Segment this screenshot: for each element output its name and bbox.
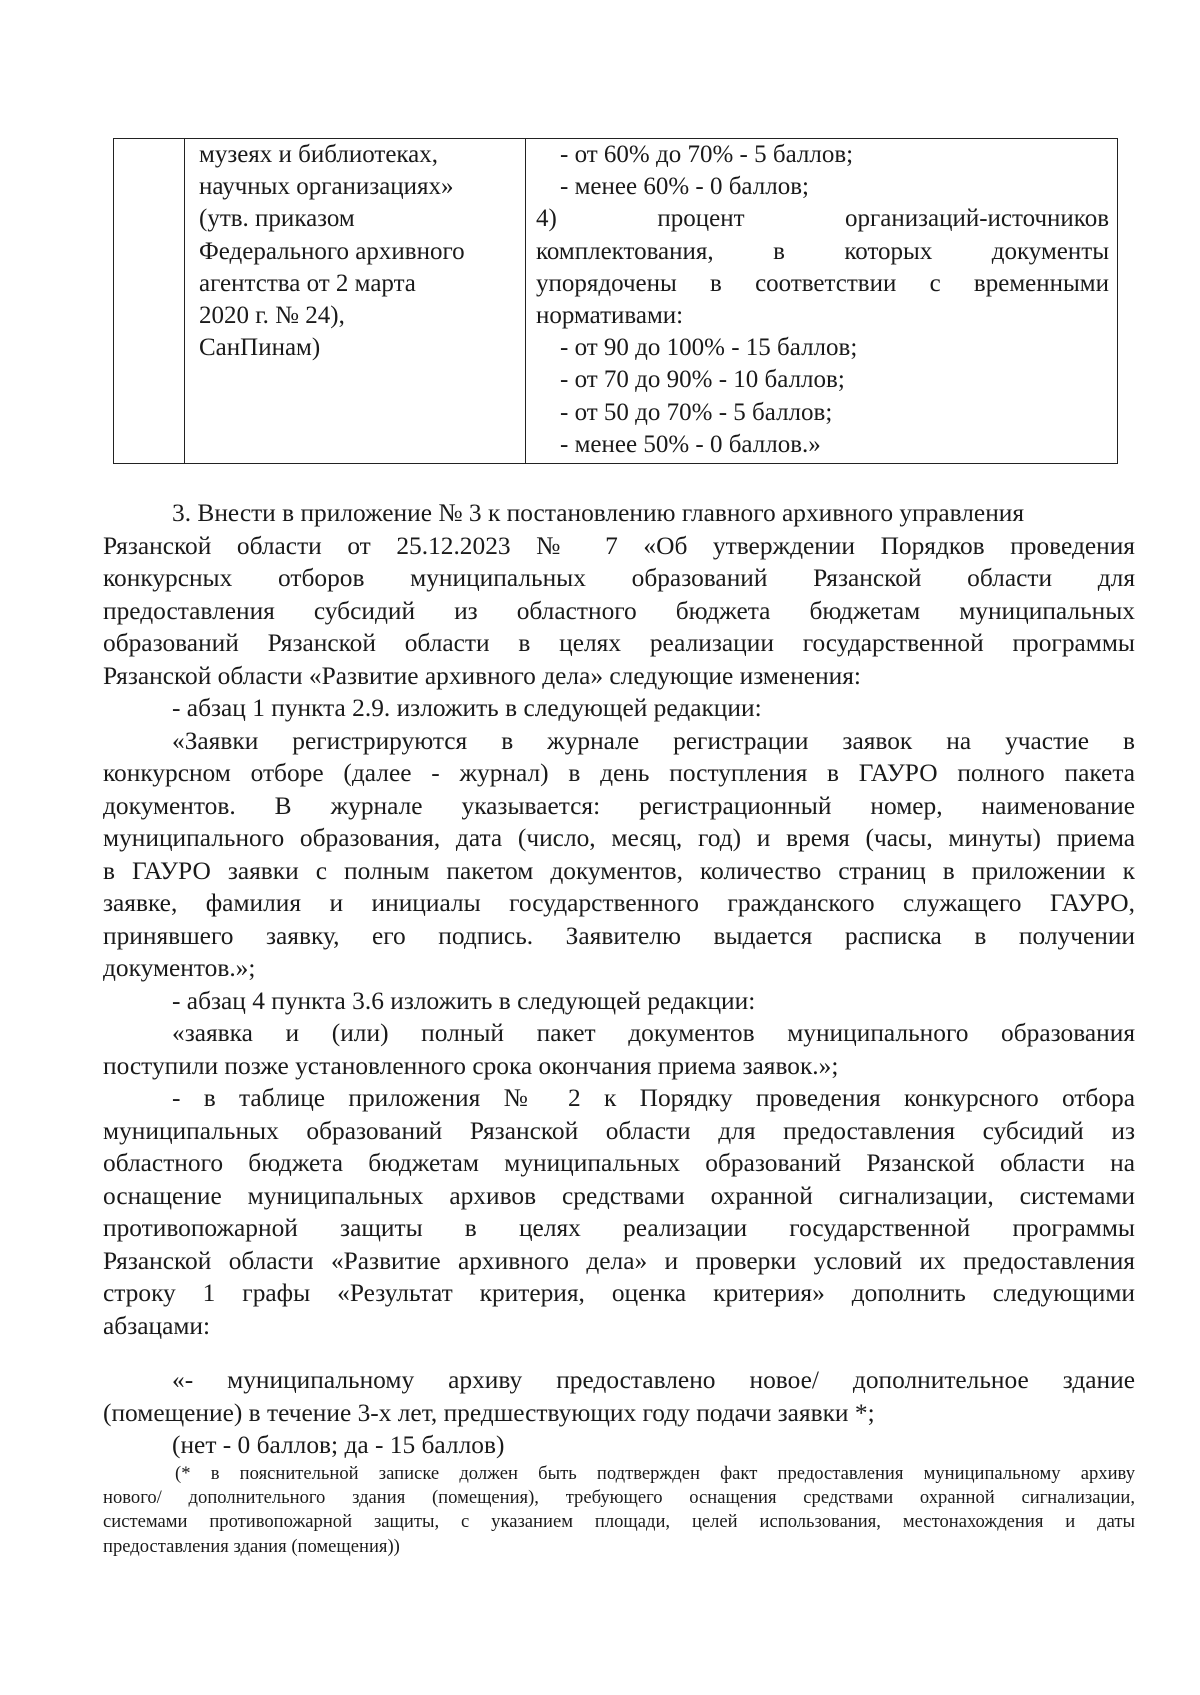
body-line: - в таблице приложения № 2 к Порядку проведения конкурсного отбора	[172, 1084, 1135, 1112]
table-cell-line: комплектования, в которых документы	[536, 237, 1109, 265]
inserted-paragraph-line: (нет - 0 баллов; да - 15 баллов)	[172, 1431, 505, 1459]
body-line: поступили позже установленного срока окончания приема заявок.»;	[103, 1051, 839, 1080]
body-line: Рязанской области «Развитие архивного дела» следующие изменения:	[103, 661, 861, 690]
table-cell-line: - от 50 до 70% - 5 баллов;	[560, 398, 833, 426]
table-cell-standards	[199, 139, 517, 364]
body-line: противопожарной защиты в целях реализации государственной программы	[103, 1214, 1135, 1242]
body-line: принявшего заявку, его подпись. Заявителю выдается расписка в получении	[103, 921, 1135, 950]
body-line: конкурсных отборов муниципальных образований Рязанской области для	[103, 564, 1135, 592]
body-line: областного бюджета бюджетам муниципальных образований Рязанской области на	[103, 1149, 1135, 1177]
table-cell-line: 4) процент организаций-источников	[536, 205, 1109, 233]
body-line: строку 1 графы «Результат критерия, оценка критерия» дополнить следующими	[103, 1279, 1135, 1307]
table-cell-line: - менее 60% - 0 баллов;	[560, 173, 809, 201]
inserted-paragraph-line: «- муниципальному архиву предоставлено новое/ дополнительное здание	[172, 1366, 1135, 1394]
table-cell-line: (утв. приказом	[199, 205, 355, 233]
table-cell-line: научных организациях»	[199, 173, 454, 201]
table-cell-line: - от 70 до 90% - 10 баллов;	[560, 366, 845, 394]
body-line: Рязанской области от 25.12.2023 № 7 «Об утверждении Порядков проведения	[103, 531, 1135, 560]
body-line: оснащение муниципальных архивов средствами охранной сигнализации, системами	[103, 1181, 1135, 1210]
body-line: абзацами:	[103, 1311, 211, 1340]
body-line: муниципальных образований Рязанской области для предоставления субсидий из	[103, 1116, 1135, 1145]
body-line: документов.»;	[103, 954, 256, 982]
body-line: муниципального образования, дата (число, месяц, год) и время (часы, минуты) приема	[103, 824, 1135, 852]
body-line: 3. Внести в приложение № 3 к постановлению главного архивного управления	[172, 499, 1025, 527]
footnote-line: нового/ дополнительного здания (помещения), требующего оснащения средствами охранной сигнализации,	[103, 1486, 1135, 1508]
table-cell-line: упорядочены в соответствии с временными	[536, 269, 1109, 297]
body-line: заявке, фамилия и инициалы государственного гражданского служащего ГАУРО,	[103, 889, 1135, 917]
table-cell-line: - от 60% до 70% - 5 баллов;	[560, 141, 854, 168]
table-column-divider	[184, 139, 185, 463]
body-line: образований Рязанской области в целях реализации государственной программы	[103, 629, 1135, 657]
document-body	[103, 497, 1135, 1559]
footnote-line: (* в пояснительной записке должен быть подтвержден факт предоставления муниципальному архиву	[175, 1462, 1135, 1484]
criteria-table	[113, 138, 1118, 464]
body-line: документов. В журнале указывается: регистрационный номер, наименование	[103, 791, 1135, 820]
table-cell-line: СанПинам)	[199, 334, 321, 362]
inserted-paragraph-line: (помещение) в течение 3-х лет, предшествующих году подачи заявки *;	[103, 1398, 875, 1427]
footnote-line: предоставления здания (помещения))	[103, 1535, 400, 1557]
table-cell-line: агентства от 2 марта	[199, 269, 416, 297]
footnote	[103, 1462, 1135, 1560]
table-cell-scores	[536, 139, 1109, 461]
body-line: - абзац 1 пункта 2.9. изложить в следующей редакции:	[172, 694, 762, 722]
footnote-line: системами противопожарной защиты, с указанием площади, целей использования, местонахождения и даты	[103, 1511, 1135, 1533]
table-cell-line: музеях и библиотеках,	[199, 141, 439, 168]
table-cell-line: нормативами:	[536, 301, 684, 329]
body-line: «заявка и (или) полный пакет документов муниципального образования	[172, 1019, 1135, 1047]
body-line: в ГАУРО заявки с полным пакетом документов, количество страниц в приложении к	[103, 856, 1135, 885]
table-cell-line: - от 90 до 100% - 15 баллов;	[560, 334, 858, 362]
body-line: конкурсном отборе (далее - журнал) в день поступления в ГАУРО полного пакета	[103, 759, 1135, 787]
table-cell-line: - менее 50% - 0 баллов.»	[560, 430, 821, 458]
body-line: «Заявки регистрируются в журнале регистрации заявок на участие в	[172, 726, 1135, 755]
table-cell-line: 2020 г. № 24),	[199, 301, 345, 329]
table-column-divider	[525, 139, 526, 463]
body-line: - абзац 4 пункта 3.6 изложить в следующей редакции:	[172, 986, 756, 1015]
body-line: предоставления субсидий из областного бюджета бюджетам муниципальных	[103, 596, 1135, 625]
table-cell-line: Федерального архивного	[199, 237, 465, 265]
body-line: Рязанской области «Развитие архивного дела» и проверки условий их предоставления	[103, 1246, 1135, 1275]
